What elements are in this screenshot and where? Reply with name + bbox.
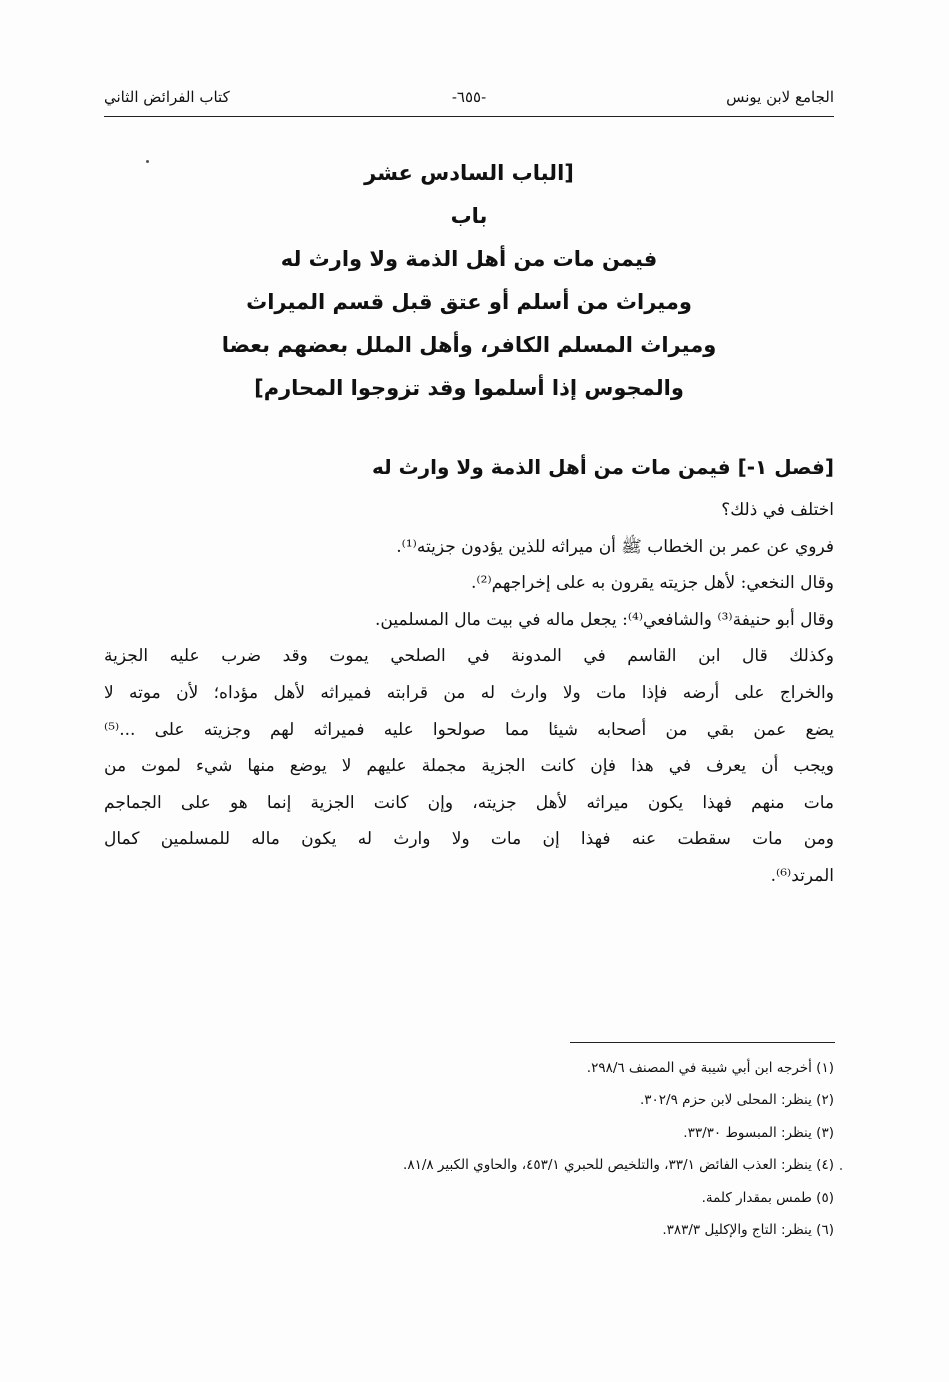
chapter-title-line: فيمن مات من أهل الذمة ولا وارث له [280,247,658,271]
chapter-number: [الباب السادس عشر [364,161,574,185]
footnote: (٣) ينظر: المبسوط ٣٣/٣٠. [683,1124,834,1141]
text-line: فروي عن عمر بن الخطاب ﷺ أن ميراثه للذين يؤدون جزيته⁽¹⁾. [396,536,834,557]
chapter-heading-block [104,152,834,410]
text-line: ويجب أن يعرف في هذا فإن كانت الجزية مجملة عليهم لا يوضع منها شيء لموت من [104,756,834,777]
chapter-title-line: وميراث المسلم الكافر، وأهل الملل بعضهم بعضا [221,333,717,357]
text-line: والخراج على أرضه فإذا مات ولا وارث له من قرابته فميراثه لأهل مؤداه؛ لأن موته لا [104,682,834,703]
footnote: (٦) ينظر: التاج والإكليل ٣٨٣/٣. [662,1221,834,1238]
footnotes [104,1052,834,1246]
body-text [104,492,834,895]
chapter-label: باب [450,204,488,228]
running-header [104,88,834,112]
book-title: الجامع لابن يونس [726,88,834,106]
footnote: (٥) طمس بمقدار كلمة. [701,1189,834,1206]
chapter-title-line: والمجوس إذا أسلموا وقد تزوجوا المحارم] [254,376,684,400]
text-line: مات منهم فهذا يكون ميراثه لأهل جزيته، وإن كانت الجزية إنما هو على الجماجم [104,792,834,813]
text-line: وكذلك قال ابن القاسم في المدونة في الصلحي يموت وقد ضرب عليه الجزية [104,646,834,667]
footnote-divider [570,1042,835,1043]
footnote: (١) أخرجه ابن أبي شيبة في المصنف ٢٩٨/٦. [586,1060,834,1076]
scan-speck [840,1168,842,1170]
section-title: [فصل ١-] فيمن مات من أهل الذمة ولا وارث له [371,455,834,479]
text-line: ومن مات سقطت عنه فهذا إن مات ولا وارث له يكون ماله للمسلمين كمال [104,829,834,850]
text-line: المرتد⁽⁶⁾. [770,865,834,886]
scan-speck [146,160,149,163]
text-line: يضع عمن بقي من أصحابه شيئا مما صولحوا عليه فميراثه لهم وجزيته على ...⁽⁵⁾ [104,719,834,740]
section-name: كتاب الفرائض الثاني [104,88,230,106]
text-line: اختلف في ذلك؟ [721,500,834,520]
header-divider [104,116,834,117]
chapter-title-line: وميراث من أسلم أو عتق قبل قسم الميراث [246,290,692,314]
page-number: -٦٥٥- [451,88,487,106]
footnote: (٤) ينظر: العذب الفائض ٣٣/١، والتلخيص للحبري ٤٥٣/١، والحاوي الكبير ٨١/٨. [403,1157,834,1174]
text-line: وقال النخعي: لأهل جزيته يقرون به على إخراجهم⁽²⁾. [471,573,834,594]
text-line: وقال أبو حنيفة⁽³⁾ والشافعي⁽⁴⁾: يجعل ماله في بيت مال المسلمين. [375,609,834,630]
footnote: (٢) ينظر: المحلى لابن حزم ٣٠٢/٩. [639,1092,834,1109]
